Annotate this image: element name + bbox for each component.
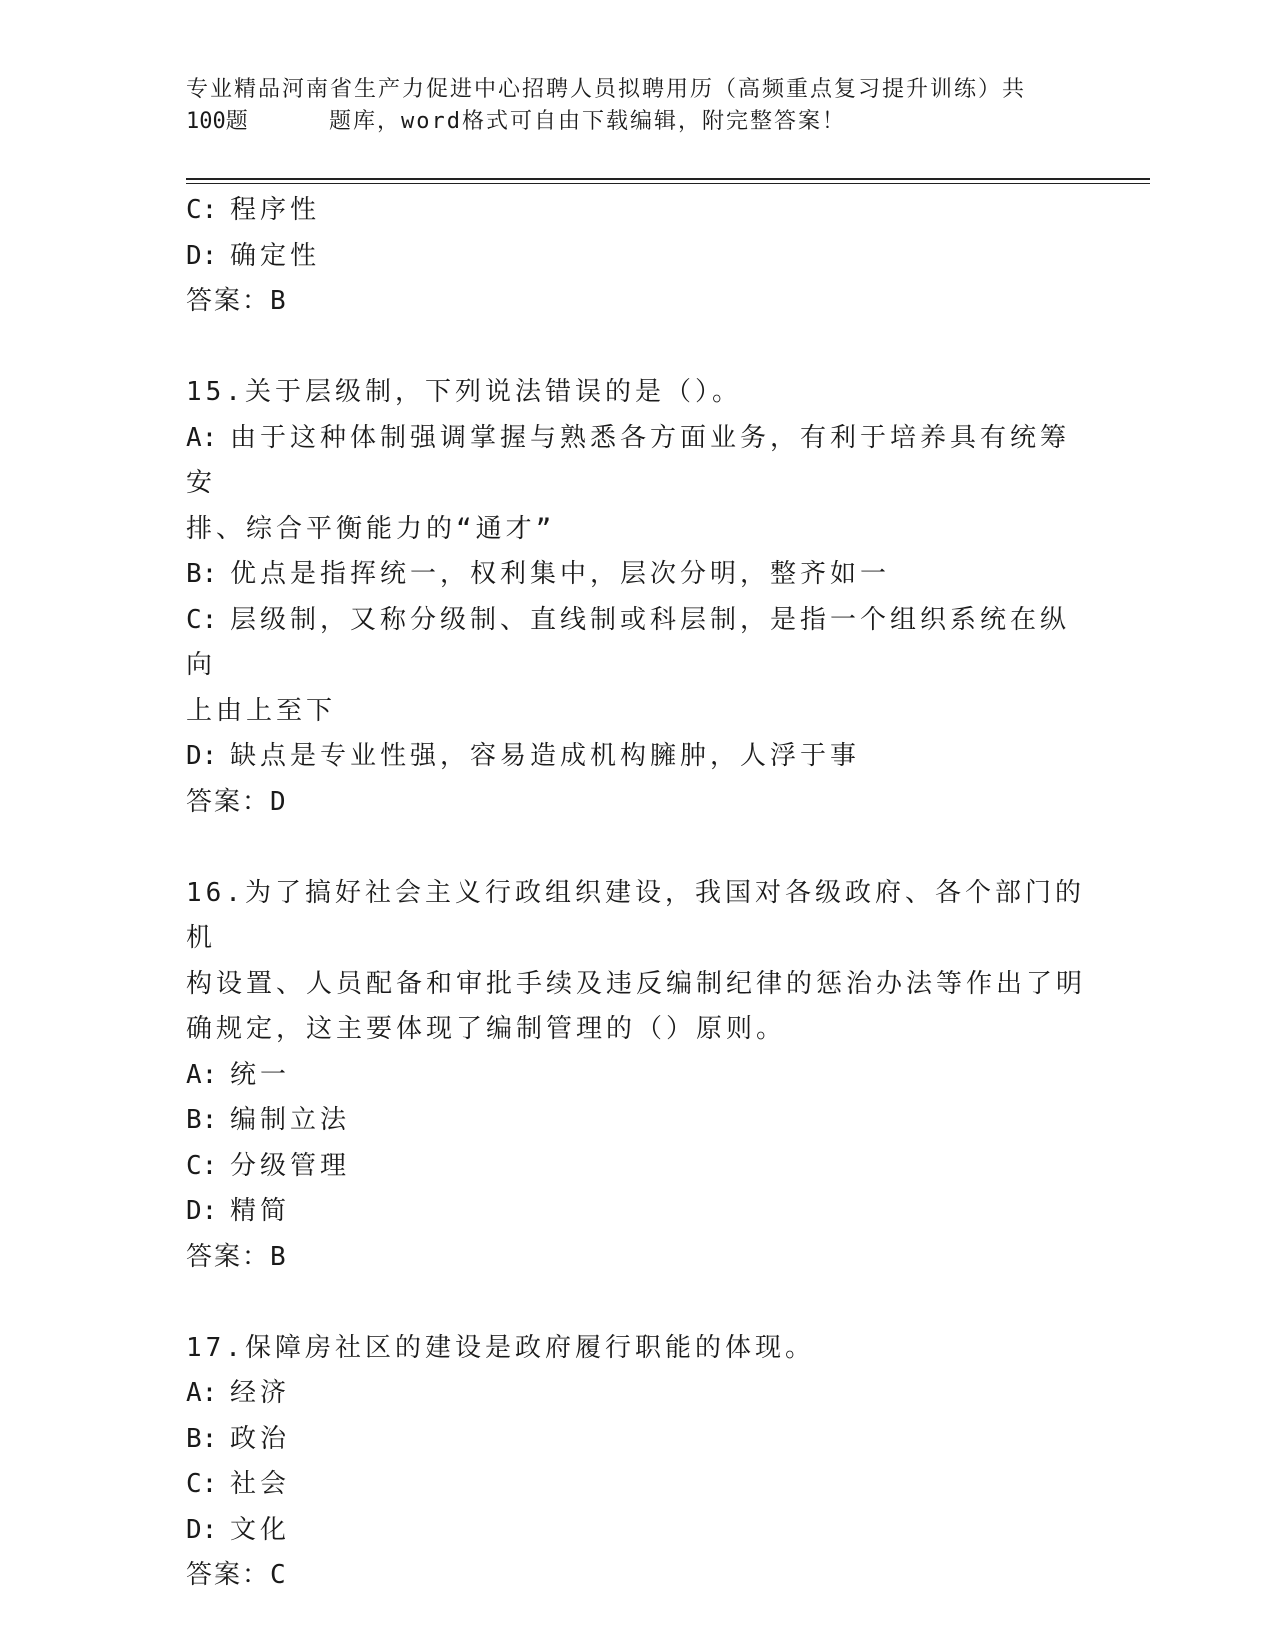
question-text-line-3: 确规定，这主要体现了编制管理的（）原则。 <box>186 1014 787 1044</box>
option-a: A: 经济 <box>186 1378 291 1408</box>
spacer <box>186 325 1086 371</box>
question-14 <box>186 188 1086 325</box>
question-text-line-1: 16.为了搞好社会主义行政组织建设，我国对各级政府、各个部门的机 <box>186 877 1085 953</box>
option-a: A: 统一 <box>186 1059 291 1090</box>
header-question-count: 100题 <box>186 109 248 134</box>
question-text: 17.保障房社区的建设是政府履行职能的体现。 <box>186 1332 815 1363</box>
question-15 <box>186 370 1086 825</box>
question-text: 15.关于层级制，下列说法错误的是（）。 <box>186 377 742 407</box>
page-header <box>186 74 1086 138</box>
spacer <box>186 825 1086 871</box>
option-b: B: 编制立法 <box>186 1105 351 1135</box>
header-rule-thin <box>186 183 1150 184</box>
question-text-line-2: 构设置、人员配备和审批手续及违反编制纪律的惩治办法等作出了明 <box>186 968 1087 999</box>
answer: 答案：B <box>186 1241 288 1272</box>
question-list <box>186 188 1086 1599</box>
spacer <box>186 1280 1086 1326</box>
option-d: D: 缺点是专业性强，容易造成机构臃肿，人浮于事 <box>186 741 861 771</box>
option-b: B: 优点是指挥统一，权利集中，层次分明，整齐如一 <box>186 559 891 589</box>
option-c: C: 程序性 <box>186 195 321 225</box>
option-d: D: 精简 <box>186 1196 291 1226</box>
option-b: B: 政治 <box>186 1423 291 1454</box>
header-rule-thick <box>186 178 1150 180</box>
option-c: C: 层级制，又称分级制、直线制或科层制，是指一个组织系统在纵向 <box>186 604 1071 680</box>
option-d: D: 文化 <box>186 1514 291 1545</box>
answer: 答案：B <box>186 286 288 316</box>
option-c: C: 分级管理 <box>186 1150 351 1181</box>
header-line-2 <box>186 106 1086 138</box>
question-16 <box>186 871 1086 1281</box>
header-line-1: 专业精品河南省生产力促进中心招聘人员拟聘用历（高频重点复习提升训练）共 <box>186 77 1027 102</box>
header-description: 题库，word格式可自由下载编辑，附完整答案！ <box>329 109 846 134</box>
option-d: D: 确定性 <box>186 240 321 271</box>
option-c: C: 社会 <box>186 1469 291 1499</box>
question-17 <box>186 1326 1086 1599</box>
answer: 答案：C <box>186 1560 288 1590</box>
option-a-continued: 排、综合平衡能力的“通才” <box>186 513 556 544</box>
option-c-continued: 上由上至下 <box>186 695 337 726</box>
answer: 答案：D <box>186 786 288 817</box>
option-a: A: 由于这种体制强调掌握与熟悉各方面业务，有利于培养具有统筹安 <box>186 422 1071 498</box>
